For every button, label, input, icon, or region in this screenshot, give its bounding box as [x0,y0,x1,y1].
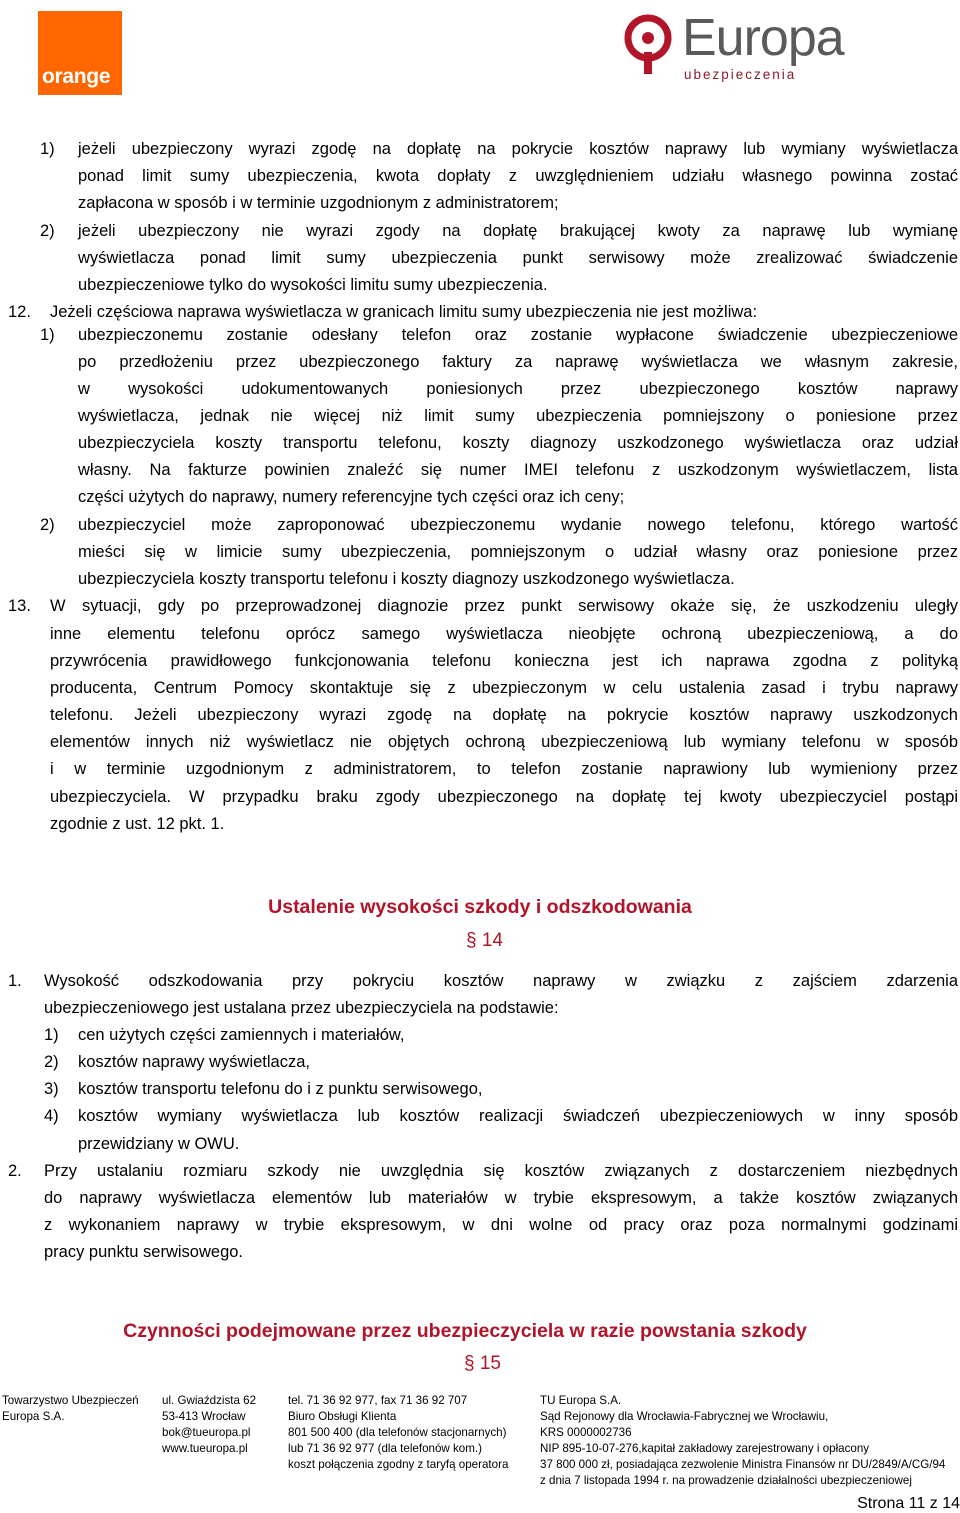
footer-address [162,1393,256,1457]
footer-registry-line: TU Europa S.A. [540,1394,622,1407]
text-line: ubezpieczyciela koszty transportu telefonu i koszty diagnozy uszkodzonego wyświetlacza. [78,570,735,588]
list-number: 12. [8,303,31,321]
list-number: 2) [40,516,55,534]
text-line: telefonu. Jeżeli ubezpieczony wyrazi zgodę na dopłatę na pokrycie kosztów naprawy uszkodzonych [50,706,958,724]
text-line: kosztów naprawy wyświetlacza, [78,1053,310,1071]
section-15-heading: Czynności podejmowane przez ubezpieczyciela w razie powstania szkody [123,1320,807,1342]
footer-website[interactable]: www.tueuropa.pl [162,1442,248,1455]
text-line: kosztów transportu telefonu do i z punktu serwisowego, [78,1080,483,1098]
text-line: ubezpieczeniowego jest ustalana przez ubezpieczyciela na podstawie: [44,999,559,1017]
list-number: 3) [44,1080,59,1098]
page-header [0,0,960,110]
footer-company-line: Towarzystwo Ubezpieczeń [2,1394,139,1407]
orange-logo [38,11,122,95]
section-14-heading: Ustalenie wysokości szkody i odszkodowania [268,896,692,918]
footer-registry [540,1393,945,1489]
list-number: 2) [44,1053,59,1071]
footer-contact-line: tel. 71 36 92 977, fax 71 36 92 707 [288,1394,468,1407]
text-line: elementów innych niż wyświetlacz nie objętych ochroną ubezpieczeniową lub wymiany telefonu w sposób [50,733,958,751]
europa-logo-subtitle: ubezpieczenia [684,67,797,82]
footer-contact-line: koszt połączenia zgodny z taryfą operatora [288,1458,509,1471]
list-number: 1) [44,1026,59,1044]
text-line: Jeżeli częściowa naprawa wyświetlacza w granicach limitu sumy ubezpieczenia nie jest możliwa: [50,303,758,321]
text-line: inne elementu telefonu oprócz samego wyświetlacza nieobjęte ochroną ubezpieczeniową, a do [50,625,958,643]
text-line: do naprawy wyświetlacza elementów lub materiałów w trybie ekspresowym, a także kosztów związanych [44,1189,958,1207]
list-number: 2. [8,1162,22,1180]
section-15-number: § 15 [464,1353,501,1374]
list-number: 2) [40,222,55,240]
text-line: wyświetlacza, jednak nie więcej niż limit sumy ubezpieczenia pomniejszony o poniesione przez [78,407,958,425]
list-number: 1) [40,326,55,344]
text-line: Przy ustalaniu rozmiaru szkody nie uwzględnia się kosztów związanych z dostarczeniem niezbędnych [44,1162,958,1180]
section-14-number: § 14 [466,930,503,951]
text-line: cen użytych części zamiennych i materiałów, [78,1026,405,1044]
text-line: w wysokości udokumentowanych poniesionych przez ubezpieczonego kosztów naprawy [78,380,958,398]
text-line: ubezpieczyciel może zaproponować ubezpieczonemu wydanie nowego telefonu, którego wartość [78,516,958,534]
footer-contact-line: lub 71 36 92 977 (dla telefonów kom.) [288,1442,482,1455]
text-line: ubezpieczyciela. W przypadku braku zgody ubezpieczonego na dopłatę tej kwoty ubezpieczyciel postąpi [50,788,958,806]
page-footer [0,1393,960,1503]
footer-address-line: ul. Gwiaździsta 62 [162,1394,257,1407]
text-line: ponad limit sumy ubezpieczenia, kwota dopłaty z uwzględnieniem udziału własnego powinna zostać [78,167,958,185]
text-line: przewidziany w OWU. [78,1135,240,1153]
text-line: przywrócenia prawidłowego funkcjonowania telefonu konieczna jest ich naprawa zgodna z polityką [50,652,958,670]
footer-registry-line: 37 800 000 zł, posiadająca zezwolenie Ministra Finansów nr DU/2849/A/CG/94 [540,1458,946,1471]
footer-registry-line: Sąd Rejonowy dla Wrocławia-Fabrycznej we Wrocławiu, [540,1410,829,1423]
europa-logo-wordmark: Europa [682,9,844,67]
europa-logo [622,9,862,84]
footer-company [2,1393,139,1425]
footer-company-line: Europa S.A. [2,1410,65,1423]
text-line: części użytych do naprawy, numery referencyjne tych części oraz ich ceny; [78,488,625,506]
text-line: zgodnie z ust. 12 pkt. 1. [50,815,225,833]
list-number: 13. [8,597,31,615]
text-line: po przedłożeniu przez ubezpieczonego faktury za naprawę wyświetlacza we własnym zakresie, [78,353,958,371]
orange-logo-wordmark: orange [42,65,111,88]
footer-contact [288,1393,508,1473]
page-number: Strona 11 z 14 [857,1495,960,1512]
text-line: ubezpieczonemu zostanie odesłany telefon oraz zostanie wypłacone świadczenie ubezpieczeniowe [78,326,958,344]
footer-registry-line: KRS 0000002736 [540,1426,632,1439]
text-line: W sytuacji, gdy po przeprowadzonej diagnozie przez punkt serwisowy okaże się, że uszkodzeniu uległy [50,597,958,615]
europa-logo-emblem-icon [622,12,678,78]
text-line: wyświetlacza ponad limit sumy ubezpieczenia punkt serwisowy może zrealizować świadczenie [78,249,958,267]
footer-contact-line: 801 500 400 (dla telefonów stacjonarnych) [288,1426,507,1439]
list-number: 1) [40,140,55,158]
text-line: ubezpieczeniowe tylko do wysokości limitu sumy ubezpieczenia. [78,276,548,294]
text-line: jeżeli ubezpieczony nie wyrazi zgody na dopłatę brakującej kwoty za naprawę lub wymianę [78,222,958,240]
text-line: Wysokość odszkodowania przy pokryciu kosztów naprawy w związku z zajściem zdarzenia [44,972,958,990]
text-line: producenta, Centrum Pomocy skontaktuje się z ubezpieczonym w celu ustalenia zasad i trybu naprawy [50,679,958,697]
text-line: mieści się w limicie sumy ubezpieczenia, pomniejszonym o udział własny oraz poniesione przez [78,543,958,561]
list-number: 1. [8,972,22,990]
text-line: jeżeli ubezpieczony wyrazi zgodę na dopłatę na pokrycie kosztów naprawy lub wymiany wyświetlacza [78,140,958,158]
footer-registry-line: NIP 895-10-07-276,kapitał zakładowy zarejestrowany i opłacony [540,1442,870,1455]
footer-registry-line: z dnia 7 listopada 1994 r. na prowadzenie działalności ubezpieczeniowej [540,1474,912,1487]
text-line: zapłacona w sposób i w terminie uzgodnionym z administratorem; [78,194,559,212]
list-number: 4) [44,1107,59,1125]
text-line: własny. Na fakturze powinien znaleźć się numer IMEI telefonu z uszkodzonym wyświetlaczem, lista [78,461,958,479]
text-line: pracy punktu serwisowego. [44,1243,244,1261]
text-line: kosztów wymiany wyświetlacza lub kosztów realizacji świadczeń ubezpieczeniowych w inny sposób [78,1107,958,1125]
text-line: ubezpieczyciela koszty transportu telefonu, koszty diagnozy uszkodzonego wyświetlacza oraz udział [78,434,958,452]
footer-contact-line: Biuro Obsługi Klienta [288,1410,397,1423]
text-line: z wykonaniem naprawy w trybie ekspresowym, w dni wolne od pracy oraz poza normalnymi godzinami [44,1216,958,1234]
footer-email[interactable]: bok@tueuropa.pl [162,1426,251,1439]
footer-address-line: 53-413 Wrocław [162,1410,246,1423]
text-line: i w terminie uzgodnionym z administratorem, to telefon zostanie naprawiony lub wymieniony przez [50,760,958,778]
